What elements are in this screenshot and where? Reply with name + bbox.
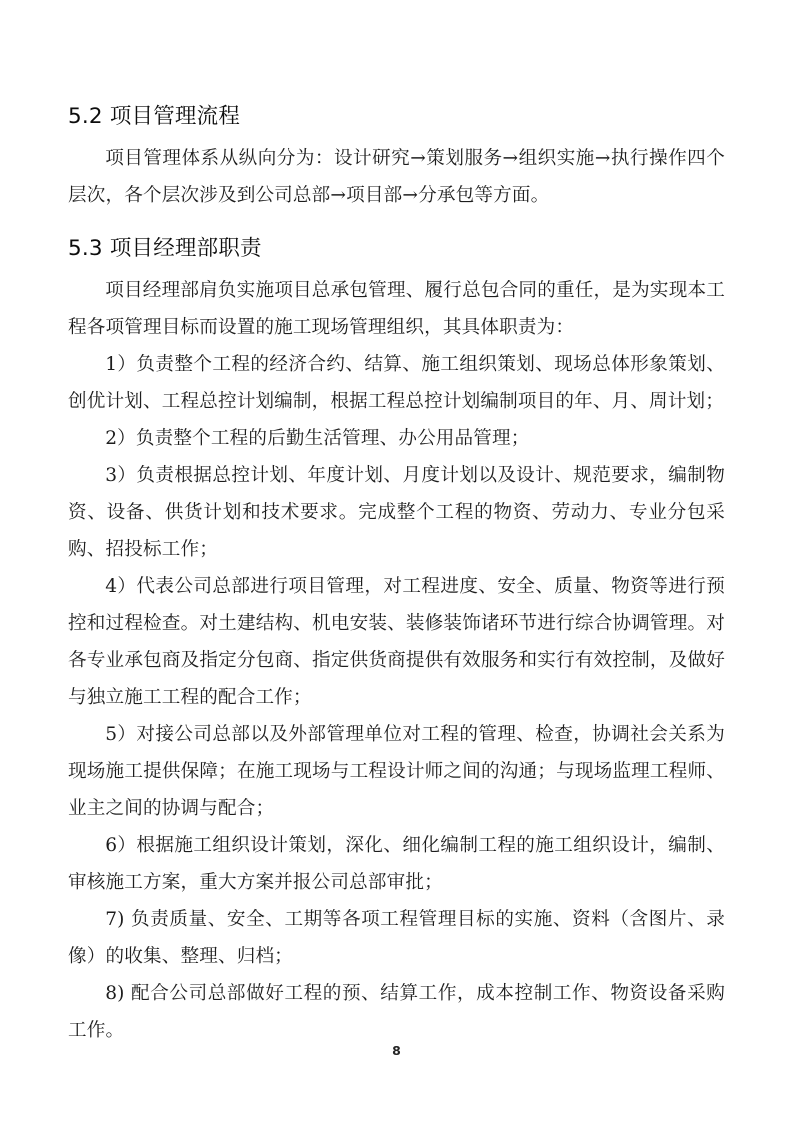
responsibility-item-2: 2）负责整个工程的后勤生活管理、办公用品管理； [105, 428, 530, 449]
responsibility-item-6: 6）根据施工组织设计策划，深化、细化编制工程的施工组织设计，编制、审核施工方案，重大方案并报公司总部审批； [68, 835, 725, 893]
responsibility-item-3: 3）负责根据总控计划、年度计划、月度计划以及设计、规范要求，编制物资、设备、供货计划和技术要求。完成整个工程的物资、劳动力、专业分包采购、招投标工作； [68, 465, 725, 560]
section-heading-5-2: 5.2 项目管理流程 [68, 104, 241, 129]
section-heading-5-3: 5.3 项目经理部职责 [68, 236, 262, 261]
responsibility-item-8: 8) 配合公司总部做好工程的预、结算工作，成本控制工作、物资设备采购工作。 [68, 983, 725, 1041]
page-footer [0, 1040, 793, 1059]
responsibility-item-5: 5）对接公司总部以及外部管理单位对工程的管理、检查，协调社会关系为现场施工提供保障；在施工现场与工程设计师之间的沟通；与现场监理工程师、业主之间的协调与配合； [68, 724, 725, 819]
page-number: 8 [392, 1043, 401, 1058]
responsibility-item-4: 4）代表公司总部进行项目管理，对工程进度、安全、质量、物资等进行预控和过程检查。对土建结构、机电安装、装修装饰诸环节进行综合协调管理。对各专业承包商及指定分包商、指定供货商提供有效服务和实行有效控制，及做好与独立施工工程的配合工作； [68, 576, 725, 708]
section-5-2-paragraph-1: 项目管理体系从纵向分为：设计研究→策划服务→组织实施→执行操作四个层次，各个层次涉及到公司总部→项目部→分承包等方面。 [68, 148, 725, 206]
section-5-3-intro-paragraph: 项目经理部肩负实施项目总承包管理、履行总包合同的重任，是为实现本工程各项管理目标而设置的施工现场管理组织，其具体职责为： [68, 280, 725, 338]
page-content [68, 100, 725, 1049]
responsibility-item-1: 1）负责整个工程的经济合约、结算、施工组织策划、现场总体形象策划、创优计划、工程总控计划编制，根据工程总控计划编制项目的年、月、周计划； [68, 354, 725, 412]
responsibility-item-7: 7) 负责质量、安全、工期等各项工程管理目标的实施、资料（含图片、录像）的收集、整理、归档； [68, 909, 725, 967]
